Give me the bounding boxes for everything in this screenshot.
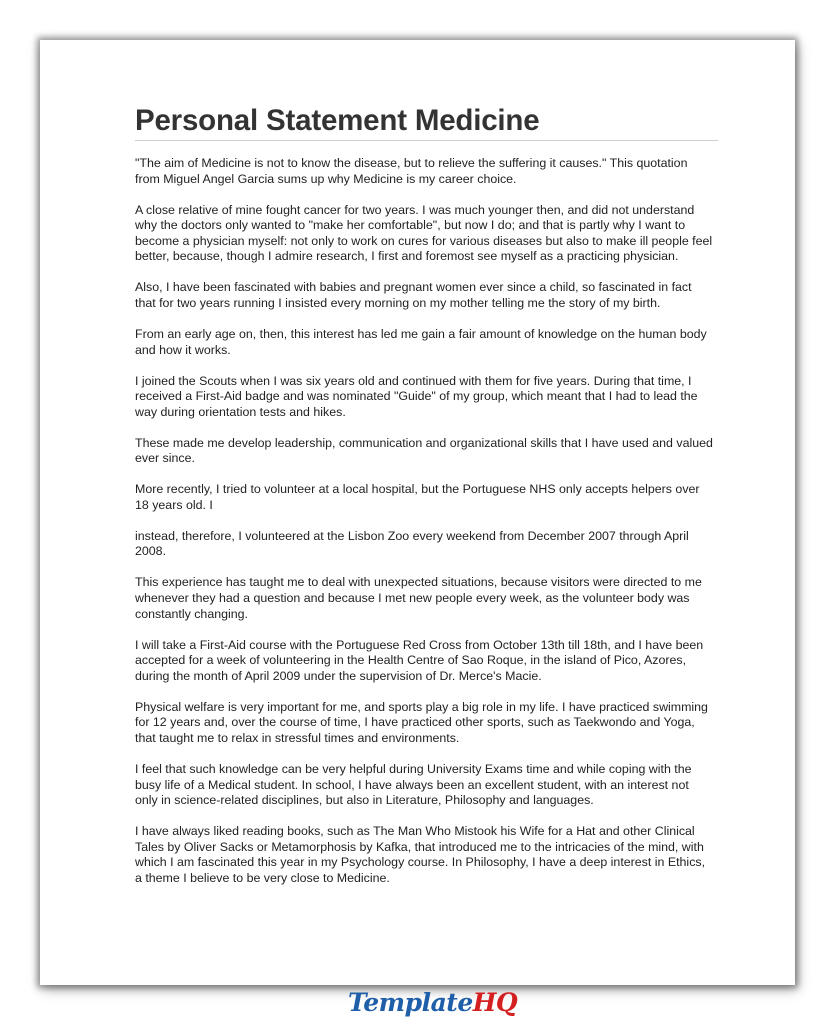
logo-text-hq: HQ: [472, 988, 518, 1017]
document-body: [135, 156, 735, 902]
paragraph-line: busy life of a Medical student. In school, I have always been an excellent student, with an interest not: [135, 777, 689, 792]
paragraph-line: ever since.: [135, 451, 195, 466]
paragraph-line: 2008.: [135, 544, 167, 559]
paragraph-line: These made me develop leadership, communication and organizational skills that I have used and valued: [135, 435, 713, 450]
paragraph: [135, 575, 735, 622]
paragraph-line: from Miguel Angel Garcia sums up why Medicine is my career choice.: [135, 171, 517, 186]
paragraph-line: constantly changing.: [135, 606, 248, 621]
paragraph: [135, 280, 735, 311]
paragraph-line: 18 years old. I: [135, 497, 213, 512]
paragraph-line: From an early age on, then, this interest has led me gain a fair amount of knowledge on the human body: [135, 326, 707, 341]
paragraph-line: Tales by Oliver Sacks or Metamorphosis by Kafka, that introduced me to the intricacies of the mind, with: [135, 839, 704, 854]
paragraph: [135, 700, 735, 747]
paragraph: [135, 203, 735, 265]
title-divider: [135, 140, 718, 141]
paragraph-line: better, because, though I admire research, I first and foremost see myself as a practicing physician.: [135, 249, 679, 264]
paragraph-line: accepted for a week of volunteering in the Health Centre of Sao Roque, in the island of Pico, Azores,: [135, 653, 687, 668]
page-title: Personal Statement Medicine: [135, 104, 540, 137]
paragraph-line: I feel that such knowledge can be very helpful during University Exams time and while coping with the: [135, 761, 692, 776]
paragraph-line: This experience has taught me to deal with unexpected situations, because visitors were directed to me: [135, 575, 702, 590]
logo-text-template: Template: [348, 988, 473, 1017]
paragraph-line: way during orientation tests and hikes.: [135, 404, 346, 419]
paragraph: [135, 156, 735, 187]
paragraph: [135, 482, 735, 513]
paragraph-line: a theme I believe to be very close to Medicine.: [135, 870, 390, 885]
paragraph-line: received a First-Aid badge and was nominated "Guide" of my group, which meant that I had to lead the: [135, 389, 698, 404]
paragraph-line: become a physician myself: not only to work on cures for various diseases but also to make ill people feel: [135, 233, 713, 248]
paragraph: [135, 638, 735, 685]
paragraph-line: I will take a First-Aid course with the Portuguese Red Cross from October 13th till 18th, and I have been: [135, 637, 704, 652]
paragraph-line: "The aim of Medicine is not to know the disease, but to relieve the suffering it causes." This quotation: [135, 156, 688, 170]
paragraph: [135, 327, 735, 358]
paragraph: [135, 374, 735, 421]
paragraph-line: whenever they had a question and because I met new people every week, as the volunteer body was: [135, 591, 690, 605]
paragraph-line: instead, therefore, I volunteered at the Lisbon Zoo every weekend from December 2007 through April: [135, 528, 689, 543]
paragraph-line: and how it works.: [135, 342, 231, 357]
paragraph-line: for 12 years and, over the course of time, I have practiced other sports, such as Taekwondo and Yoga,: [135, 715, 695, 730]
paragraph-line: Also, I have been fascinated with babies and pregnant women ever since a child, so fascinated in fact: [135, 280, 692, 295]
paragraph-line: I joined the Scouts when I was six years old and continued with them for five years. During that time, I: [135, 373, 692, 388]
templatehq-logo: [348, 988, 517, 1017]
paragraph-line: More recently, I tried to volunteer at a local hospital, but the Portuguese NHS only accepts helpers over: [135, 482, 700, 497]
paragraph-line: A close relative of mine fought cancer for two years. I was much younger then, and did not understand: [135, 202, 695, 217]
paragraph: [135, 436, 735, 467]
paragraph-line: why the doctors only wanted to "make her comfortable", but now I do; and that is partly why I want to: [135, 218, 686, 233]
document-page: [40, 40, 795, 985]
paragraph-line: that for two years running I insisted every morning on my mother telling me the story of my birth.: [135, 295, 661, 310]
paragraph-line: Physical welfare is very important for me, and sports play a big role in my life. I have practiced swimming: [135, 699, 708, 714]
paragraph: [135, 824, 735, 886]
paragraph-line: I have always liked reading books, such as The Man Who Mistook his Wife for a Hat and other Clinical: [135, 824, 695, 839]
paragraph-line: only in science-related disciplines, but also in Literature, Philosophy and languages.: [135, 793, 594, 808]
paragraph-line: during the month of April 2009 under the supervision of Dr. Merce's Macie.: [135, 668, 542, 683]
paragraph-line: that taught me to relax in stressful times and environments.: [135, 730, 460, 745]
paragraph: [135, 529, 735, 560]
paragraph: [135, 762, 735, 809]
paragraph-line: which I am fascinated this year in my Psychology course. In Philosophy, I have a deep interest in Ethics,: [135, 855, 706, 870]
